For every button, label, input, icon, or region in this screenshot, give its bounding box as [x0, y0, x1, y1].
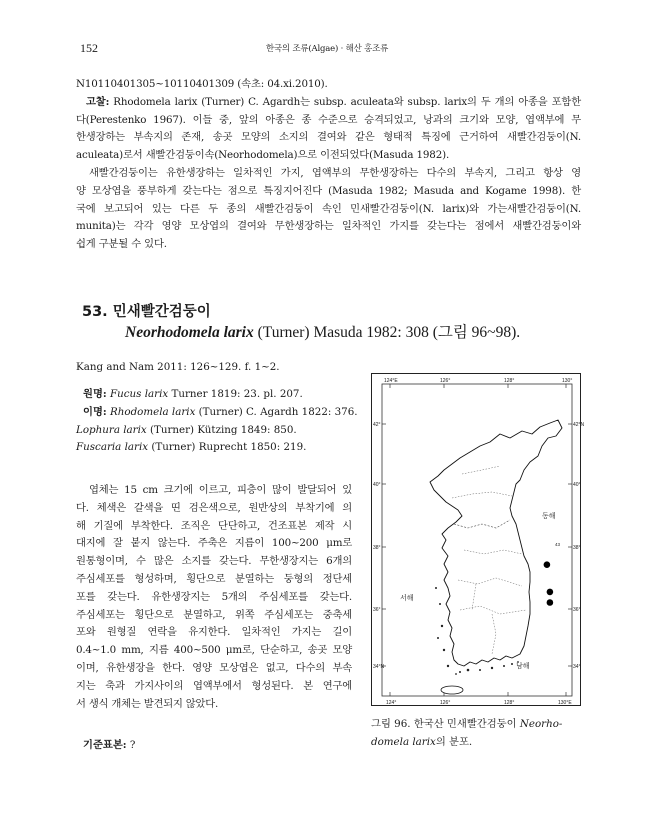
description-line: 해 기질에 부착한다. 조직은 단단하고, 건조표본 제작 시: [76, 519, 352, 532]
lon-bottom-label: 128°: [504, 700, 515, 706]
lon-bottom-label: 126°: [440, 700, 451, 706]
page-number: 152: [80, 41, 98, 55]
species-heading-line-2: [125, 322, 582, 344]
distribution-map: [371, 373, 585, 706]
remarks-line-1: 고찰: Rhodomela larix (Turner) C. Agardh는 subsp. aculeata와 subsp. larix의 두 개의 아종을 포함한: [86, 95, 581, 108]
comparison-line-1: 새빨간검둥이는 유한생장하는 일차적인 가지, 엽액부의 무한생장하는 다수의 부속지, 그리고 항상 영: [89, 166, 581, 179]
comparison-paragraph: [76, 165, 581, 254]
lon-top-label: 124°E: [384, 378, 398, 384]
synonym-line-1: 이명: Rhodomela larix (Turner) C. Agardh 1822: 376.: [83, 405, 358, 418]
description-line: 포와 원형질 연락을 유지한다. 일차적인 가지는 길이: [76, 626, 352, 639]
basionym-line: 원명: Fucus larix Turner 1819: 23. pl. 207.: [83, 388, 303, 400]
comparison-line-5: 쉽게 구분될 수 있다.: [76, 238, 167, 251]
description-line: 주심세포는 횡단으로 분열하고, 위쪽 주심세포는 중축세: [76, 608, 352, 621]
island-mark: 43: [555, 542, 561, 547]
lat-right-label: 36°: [573, 607, 581, 613]
literature-reference: Kang and Nam 2011: 126~129. f. 1~2.: [76, 361, 280, 373]
caption-line-1: 그림 96. 한국산 민새빨간검둥이 Neorho-: [371, 718, 563, 730]
sea-label-east: 동해: [542, 512, 556, 520]
korean-peninsula-outline: [430, 420, 562, 666]
map-svg: [372, 374, 585, 707]
species-korean-name: 민새빨간검둥이: [112, 304, 211, 320]
species-scientific-name: Neorhodomela larix: [125, 324, 254, 341]
remarks-line-2: 다(Perestenko 1967). 이들 중, 앞의 아종은 종 수준으로 승격되었고, 낭과의 크기와 모양, 엽액부에 무: [76, 113, 581, 126]
remarks-paragraph: [76, 94, 581, 165]
lat-left-label: 36°: [373, 607, 381, 613]
figure-caption: [371, 716, 586, 752]
species-number: 53.: [82, 304, 108, 320]
collection-point: [547, 599, 554, 606]
species-heading-line-1: [82, 302, 582, 322]
lat-right-label: 38°: [573, 545, 581, 551]
description-line: 서 생식 개체는 발견되지 않았다.: [76, 697, 219, 710]
species-authority: (Turner) Masuda 1982: 308 (그림 96~98).: [253, 324, 521, 341]
lon-bottom-label: 124°: [386, 700, 397, 706]
intro-text: [76, 76, 581, 254]
lat-right-label: 40°: [573, 482, 581, 488]
lat-left-label: 34°N: [373, 664, 385, 670]
synonym-line-3: Fuscaria larix (Turner) Ruprecht 1850: 219.: [76, 441, 307, 454]
sea-label-west: 서해: [400, 594, 414, 602]
lon-bottom-label: 130°E: [558, 700, 572, 706]
lon-top-label: 130°: [562, 378, 573, 384]
collection-point: [544, 561, 551, 568]
description-line: 원통형이며, 수 많은 소지를 갖는다. 무한생장지는 6개의: [76, 555, 352, 568]
description-line: 지는 축과 가지사이의 엽액부에서 형성된다. 본 연구에: [76, 679, 352, 692]
lat-right-label: 42°N: [573, 422, 585, 428]
collection-point: [547, 589, 554, 596]
description-line: 엽체는 15 cm 크기에 이르고, 피층이 많이 발달되어 있: [89, 484, 352, 496]
description-line: 대지에 잘 붙지 않는다. 주축은 지름이 100~200 μm로: [76, 537, 352, 550]
running-title: 한국의 조류(Algae) · 해산 홍조류: [265, 44, 389, 54]
comparison-line-4: munita)는 각각 영양 모상엽의 결여와 무한생장하는 일차적인 가지를 갖는다는 점에서 새빨간검둥이와: [76, 220, 581, 233]
remarks-label: 고찰:: [86, 95, 110, 108]
lat-right-label: 34°: [573, 664, 581, 670]
page-header: [80, 41, 574, 57]
comparison-line-2: 양 모상엽을 풍부하게 갖는다는 점으로 특징지어진다 (Masuda 1982; Masuda and Kogame 1998). 한: [76, 184, 581, 197]
lat-left-label: 42°: [373, 422, 381, 428]
caption-line-2: domela larix의 분포.: [371, 735, 473, 748]
description-line: 이며, 유한생장을 한다. 영양 모상엽은 없고, 다수의 부속: [76, 661, 352, 674]
type-specimen-label: 기준표본:: [83, 739, 127, 751]
sea-label-south: 남해: [516, 662, 530, 670]
remarks-line-4: aculeata)로서 새빨간검둥이속(Neorhodomela)으로 이전되었다(Masuda 1982).: [76, 149, 450, 162]
description-line: 포를 갖는다. 유한생장지는 5개의 주심세포를 갖는다.: [76, 590, 352, 603]
description-line: 주심세포를 형성하며, 횡단으로 분열하는 둥형의 정단세: [76, 572, 352, 585]
type-specimen: [83, 736, 135, 751]
lon-top-label: 126°: [440, 378, 451, 384]
description-line: 다. 체색은 갈색을 띤 검은색으로, 원반상의 부착기에 의: [76, 501, 352, 514]
voucher-line: N10110401305~10110401309 (속초: 04.xi.2010).: [76, 78, 328, 90]
collection-points: [544, 561, 554, 605]
lat-left-label: 40°: [373, 482, 381, 488]
type-specimen-value: ?: [126, 739, 136, 751]
synonymy: [76, 386, 358, 457]
synonym-line-2: Lophura larix (Turner) Kützing 1849: 850.: [76, 423, 297, 436]
description-line: 0.4~1.0 mm, 지름 400~500 μm로, 단순하고, 송곳 모양: [76, 644, 352, 657]
lat-left-label: 38°: [373, 545, 381, 551]
description: [76, 482, 352, 713]
remarks-line-3: 한생장하는 부속지의 존재, 송곳 모양의 소지의 결여와 같은 형태적 특징에 근거하여 새빨간검둥이(N.: [76, 131, 581, 144]
species-heading: [82, 302, 582, 344]
lon-top-label: 128°: [504, 378, 515, 384]
comparison-line-3: 국에 보고되어 있는 다른 두 종의 새빨간검둥이 속인 민새빨간검둥이(N. larix)와 가는새빨간검둥이(N.: [76, 202, 581, 215]
jeju-island: [441, 686, 463, 694]
